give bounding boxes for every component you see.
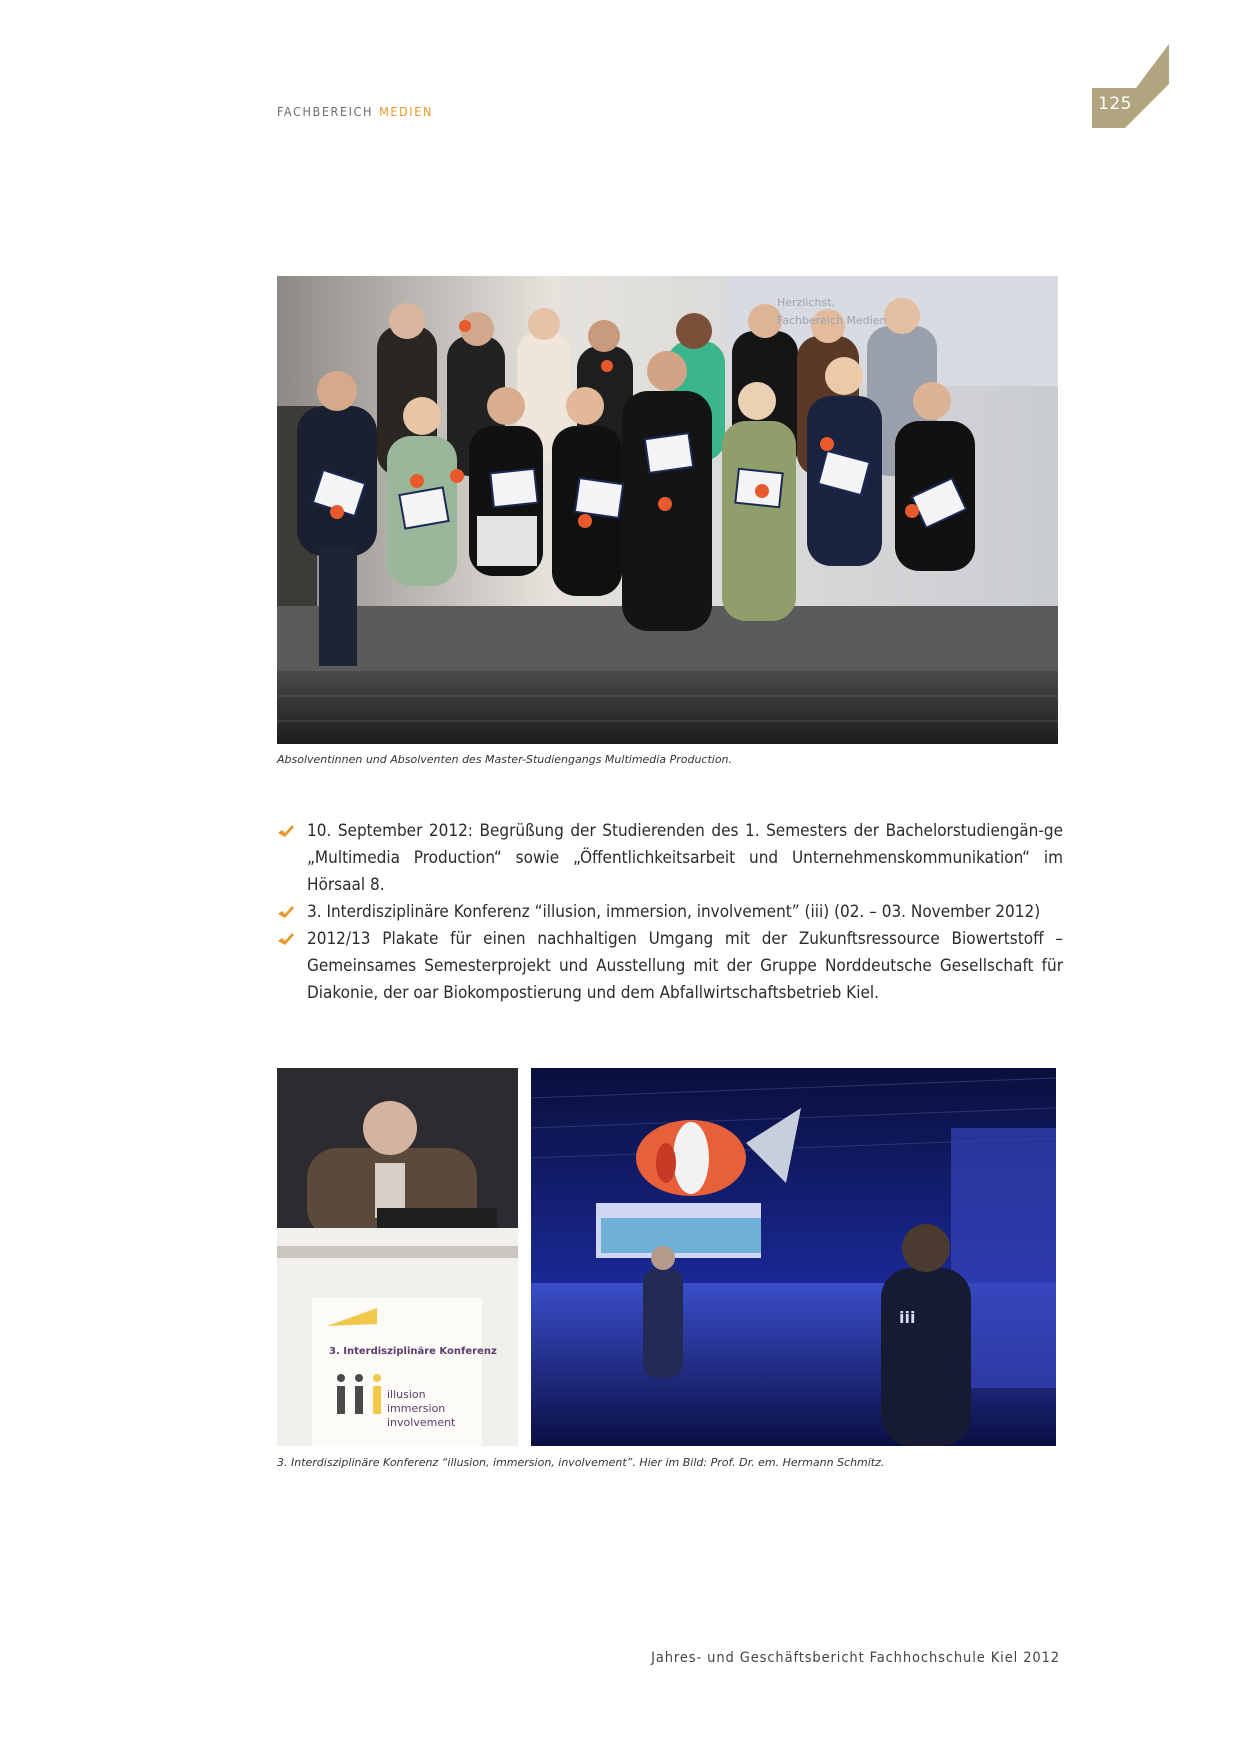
poster-title: 3. Interdisziplinäre Konferenz xyxy=(329,1346,497,1357)
checkmark-icon xyxy=(277,823,294,838)
svg-text:iii: iii xyxy=(899,1308,916,1327)
list-item-text: 3. Interdisziplinäre Konferenz “illusion, immersion, involvement” (iii) (02. – 03. November 2012) xyxy=(307,902,1041,922)
header-department: MEDIEN xyxy=(379,104,433,119)
running-header xyxy=(277,104,433,119)
exhibition-hall-photo xyxy=(531,1068,1056,1446)
event-list xyxy=(277,818,1063,1007)
list-item xyxy=(277,818,1063,899)
poster-word-immersion: immersion xyxy=(387,1402,446,1415)
projection-text-line1: Herzlichst, xyxy=(777,296,836,309)
speaker-photo xyxy=(277,1068,518,1446)
projection-text-line2: Fachbereich Medien xyxy=(777,314,887,327)
page-number-badge xyxy=(1092,44,1180,128)
list-item xyxy=(277,899,1063,926)
list-item-text: 2012/13 Plakate für einen nachhaltigen Umgang mit der Zukunftsressource Biowertstoff – Gemeinsames Semesterprojekt und Ausstellung mit der Gruppe Norddeutsche Gesellschaft für Diakonie, der oar Biokompostierung und dem Abfallwirtschaftsbetrieb Kiel. xyxy=(307,929,1063,1003)
running-footer: Jahres- und Geschäftsbericht Fachhochschule Kiel 2012 xyxy=(651,1650,1060,1666)
list-item-text: 10. September 2012: Begrüßung der Studierenden des 1. Semesters der Bachelorstudiengän-ge „Multimedia Production“ sowie „Öffentlichkeitsarbeit und Unternehmenskommunikation“ im Hörsaal 8. xyxy=(307,821,1063,895)
header-section: FACHBEREICH xyxy=(277,104,374,119)
poster-word-illusion: illusion xyxy=(387,1388,426,1401)
conference-caption: 3. Interdisziplinäre Konferenz “illusion, immersion, involvement”. Hier im Bild: Prof. Dr. em. Hermann Schmitz. xyxy=(277,1456,885,1469)
checkmark-icon xyxy=(277,931,294,946)
graduates-caption: Absolventinnen und Absolventen des Master-Studiengangs Multimedia Production. xyxy=(277,753,733,766)
poster-word-involvement: involvement xyxy=(387,1416,456,1429)
checkmark-icon xyxy=(277,904,294,919)
list-item xyxy=(277,926,1063,1007)
graduates-photo xyxy=(277,276,1058,744)
page-number: 125 xyxy=(1098,94,1132,114)
